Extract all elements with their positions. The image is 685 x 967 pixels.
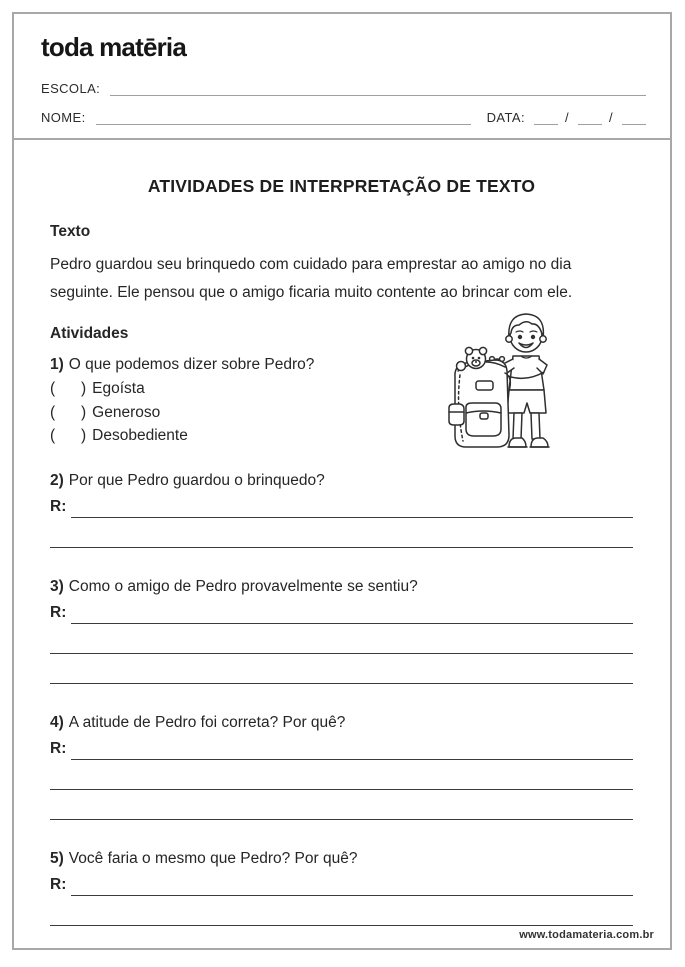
checkbox-parentheses[interactable]: ( ) [50, 403, 87, 421]
answer-line[interactable] [50, 790, 633, 820]
question-3-text: Como o amigo de Pedro provavelmente se sentiu? [68, 577, 418, 595]
activities-heading: Atividades [50, 325, 129, 342]
passage-line-1: Pedro guardou seu brinquedo com cuidado para emprestar ao amigo no dia [50, 256, 572, 273]
answer-row [50, 737, 633, 760]
answer-line[interactable] [50, 654, 633, 684]
answer-line[interactable] [71, 601, 633, 624]
header [14, 14, 670, 140]
date-slash: / [564, 110, 569, 125]
activities-section [50, 323, 633, 448]
school-label: ESCOLA: [41, 81, 101, 96]
date-year-line[interactable] [622, 109, 646, 125]
brand-logo: toda matēria [41, 32, 187, 62]
passage-line-2: seguinte. Ele pensou que o amigo ficaria muito contente ao brincar com ele. [50, 284, 573, 301]
worksheet-sheet [12, 12, 672, 950]
question-4 [50, 711, 633, 735]
question-5 [50, 847, 633, 871]
worksheet-body [14, 140, 670, 948]
option-label: Egoísta [92, 380, 145, 397]
checkbox-parentheses[interactable]: ( ) [50, 427, 87, 444]
school-field-row [41, 80, 646, 96]
question-2-block [50, 469, 633, 548]
question-2 [50, 469, 633, 493]
answer-row [50, 873, 633, 896]
question-2-number: 2) [50, 471, 64, 489]
answer-row [50, 601, 633, 624]
answer-label: R: [50, 497, 67, 515]
answer-label: R: [50, 875, 67, 893]
answer-label: R: [50, 739, 67, 757]
question-2-text: Por que Pedro guardou o brinquedo? [68, 471, 325, 489]
question-4-number: 4) [50, 713, 64, 731]
text-section-heading: Texto [50, 223, 91, 240]
name-date-field-row [41, 109, 646, 125]
answer-line[interactable] [50, 624, 633, 654]
school-fill-line[interactable] [110, 80, 646, 96]
boy-backpack-illustration [445, 307, 565, 457]
date-slash: / [609, 110, 614, 125]
question-1-text: O que podemos dizer sobre Pedro? [68, 356, 315, 373]
answer-row [50, 495, 633, 518]
question-4-text: A atitude de Pedro foi correta? Por quê? [68, 713, 346, 731]
date-month-line[interactable] [578, 109, 602, 125]
option-label: Desobediente [92, 427, 188, 444]
answer-line[interactable] [71, 495, 633, 518]
answer-line[interactable] [50, 896, 633, 926]
answer-line[interactable] [50, 518, 633, 548]
option-label: Generoso [92, 403, 161, 421]
question-3-block [50, 575, 633, 684]
worksheet-title: ATIVIDADES DE INTERPRETAÇÃO DE TEXTO [147, 176, 536, 196]
date-day-line[interactable] [534, 109, 558, 125]
question-1-number: 1) [50, 356, 64, 373]
answer-label: R: [50, 603, 67, 621]
question-3-number: 3) [50, 577, 64, 595]
website-url: www.todamateria.com.br [519, 929, 654, 941]
question-5-text: Você faria o mesmo que Pedro? Por quê? [68, 849, 358, 867]
date-label: DATA: [486, 110, 525, 125]
question-3 [50, 575, 633, 599]
answer-line[interactable] [50, 760, 633, 790]
question-5-number: 5) [50, 849, 64, 867]
checkbox-parentheses[interactable]: ( ) [50, 380, 87, 397]
name-fill-line[interactable] [96, 109, 471, 125]
name-label: NOME: [41, 110, 86, 125]
answer-line[interactable] [71, 873, 633, 896]
question-4-block [50, 711, 633, 820]
answer-line[interactable] [71, 737, 633, 760]
